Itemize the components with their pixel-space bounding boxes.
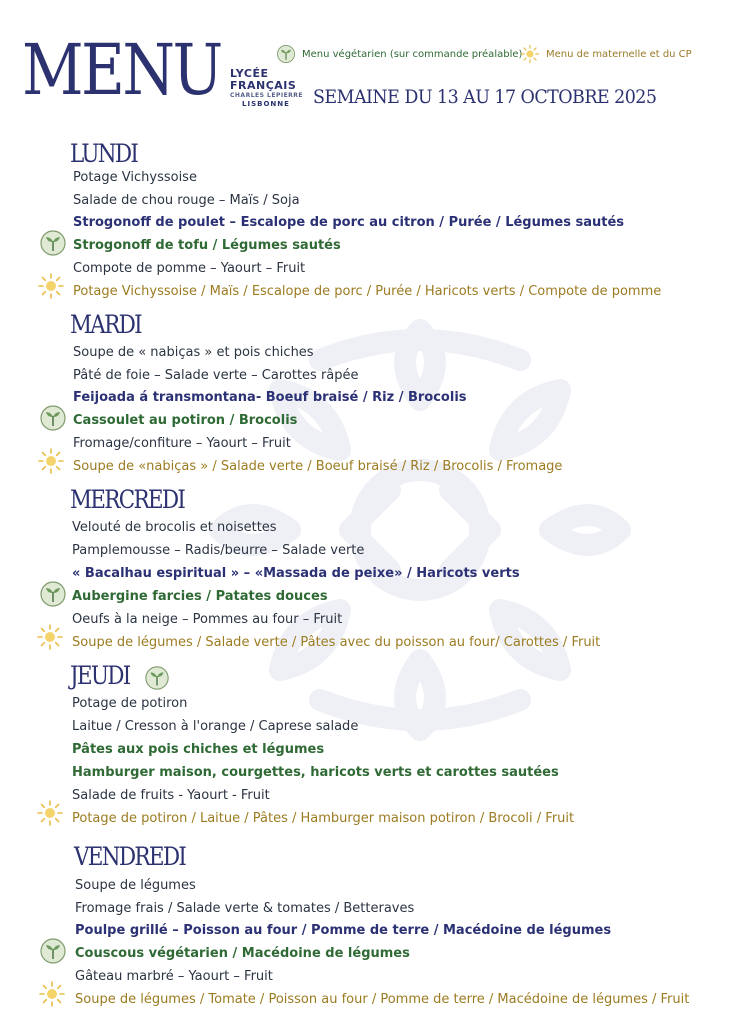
day-title-lundi: LUNDI — [70, 139, 138, 168]
leaf-icon — [39, 229, 67, 257]
menu-item: Salade de chou rouge – Maïs / Soja — [73, 193, 300, 208]
menu-item: Soupe de légumes / Salade verte / Pâtes avec du poisson au four/ Carottes / Fruit — [72, 635, 601, 650]
week-heading: SEMAINE DU 13 AU 17 OCTOBRE 2025 — [313, 86, 657, 108]
menu-item: Potage de potiron — [72, 696, 188, 711]
menu-item: Potage de potiron / Laitue / Pâtes / Hamburger maison potiron / Brocoli / Fruit — [72, 811, 575, 826]
school-logo-text — [230, 68, 303, 109]
sun-icon — [38, 980, 66, 1008]
menu-item: Hamburger maison, courgettes, haricots verts et carottes sautées — [72, 765, 559, 780]
menu-item: Aubergine farcies / Patates douces — [72, 589, 328, 604]
legend-vegetarian-label: Menu végétarien (sur commande préalable) — [302, 48, 523, 60]
menu-item: Compote de pomme – Yaourt – Fruit — [73, 261, 306, 276]
menu-item: Strogonoff de poulet – Escalope de porc au citron / Purée / Légumes sautés — [73, 215, 625, 230]
menu-item: Pâté de foie – Salade verte – Carottes râpée — [73, 368, 359, 383]
menu-item: Potage Vichyssoise / Maïs / Escalope de porc / Purée / Haricots verts / Compote de pomme — [73, 284, 662, 299]
leaf-icon — [39, 580, 67, 608]
school-line-2: FRANÇAIS — [230, 79, 297, 92]
sun-icon — [520, 44, 540, 64]
menu-item: Soupe de «nabiças » / Salade verte / Boeuf braisé / Riz / Brocolis / Fromage — [73, 459, 563, 474]
day-title-vendredi: VENDREDI — [74, 842, 186, 871]
leaf-icon — [276, 44, 296, 64]
menu-item: Soupe de légumes — [75, 878, 196, 893]
menu-item: Feijoada á transmontana- Boeuf braisé / Riz / Brocolis — [73, 390, 467, 405]
menu-item: Soupe de légumes / Tomate / Poisson au four / Pomme de terre / Macédoine de légumes / Fruit — [75, 992, 690, 1007]
day-title-mardi: MARDI — [70, 310, 141, 339]
menu-item: Fromage frais / Salade verte & tomates / Betteraves — [75, 901, 415, 916]
legend-kindergarten-label: Menu de maternelle et du CP — [546, 48, 692, 60]
menu-item: Fromage/confiture – Yaourt – Fruit — [73, 436, 291, 451]
legend-kindergarten — [520, 44, 692, 64]
menu-item: Cassoulet au potiron / Brocolis — [73, 413, 298, 428]
sun-icon — [37, 447, 65, 475]
day-title-jeudi: JEUDI — [70, 661, 130, 690]
leaf-icon — [39, 404, 67, 432]
leaf-icon — [39, 937, 67, 965]
menu-item: Pamplemousse – Radis/beurre – Salade verte — [72, 543, 365, 558]
legend-vegetarian — [276, 44, 522, 64]
menu-item: Soupe de « nabiças » et pois chiches — [73, 345, 314, 360]
menu-item: Couscous végétarien / Macédoine de légumes — [75, 946, 410, 961]
day-title-mercredi: MERCREDI — [70, 485, 185, 514]
menu-item: Potage Vichyssoise — [73, 170, 197, 185]
menu-item: Oeufs à la neige – Pommes au four – Fruit — [72, 612, 343, 627]
sun-icon — [36, 623, 64, 651]
menu-item: Velouté de brocolis et noisettes — [72, 520, 277, 535]
sun-icon — [37, 272, 65, 300]
leaf-icon — [144, 665, 170, 691]
menu-item: Gâteau marbré – Yaourt – Fruit — [75, 969, 273, 984]
school-line-3: CHARLES LEPIERRE — [230, 92, 304, 99]
menu-title: MENU — [22, 29, 221, 111]
menu-item: « Bacalhau espiritual » – «Massada de peixe» / Haricots verts — [72, 566, 520, 581]
school-line-1: LYCÉE — [230, 67, 269, 80]
menu-item: Poulpe grillé – Poisson au four / Pomme de terre / Macédoine de légumes — [75, 923, 612, 938]
school-line-4: LISBONNE — [242, 100, 290, 108]
menu-item: Pâtes aux pois chiches et légumes — [72, 742, 325, 757]
menu-item: Salade de fruits - Yaourt - Fruit — [72, 788, 270, 803]
menu-item: Strogonoff de tofu / Légumes sautés — [73, 238, 341, 253]
sun-icon — [36, 799, 64, 827]
menu-item: Laitue / Cresson à l'orange / Caprese salade — [72, 719, 359, 734]
